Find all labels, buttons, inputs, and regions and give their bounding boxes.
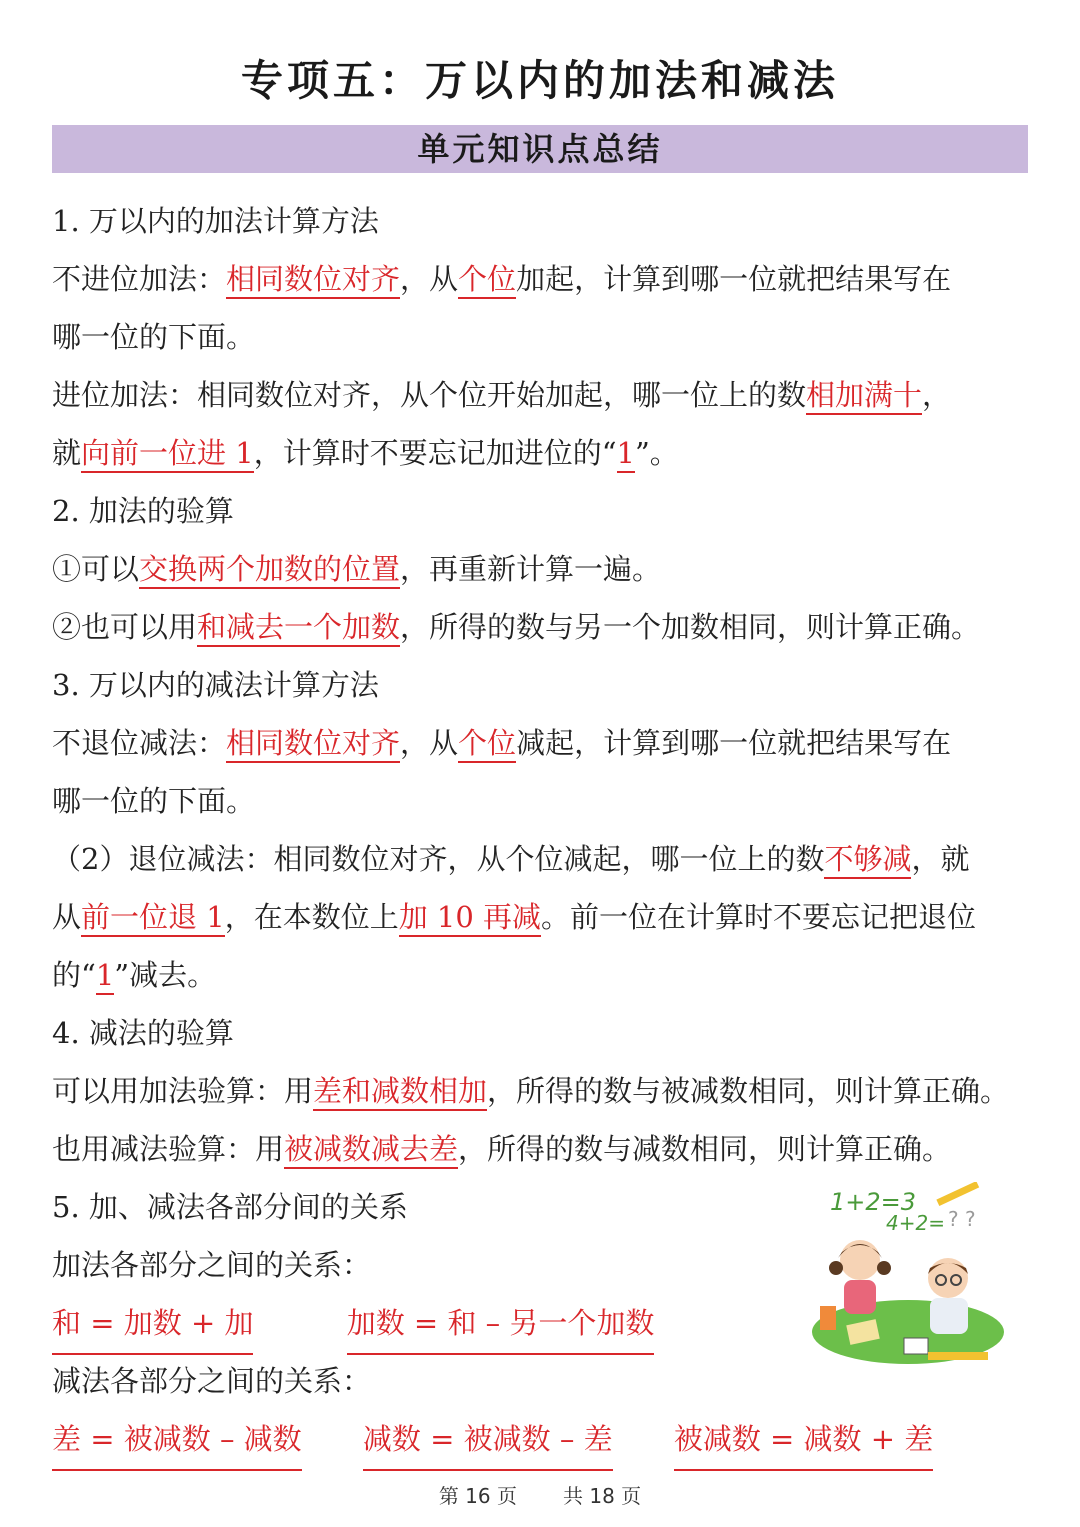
pencil-icon xyxy=(936,1182,979,1206)
keyword: 交换两个加数的位置 xyxy=(139,552,400,589)
section-banner xyxy=(52,125,1028,173)
text: ，所得的数与另一个加数相同，则计算正确。 xyxy=(400,610,981,644)
text: ，从 xyxy=(400,262,459,296)
text-line xyxy=(52,366,1032,424)
text: （2）退位减法：相同数位对齐，从个位减起，哪一位上的数 xyxy=(52,842,825,876)
text-line xyxy=(52,598,1032,656)
subtraction-formula: 被减数 = 减数 + 差 xyxy=(674,1410,933,1471)
text: ”。 xyxy=(634,436,679,470)
text-line xyxy=(52,1062,1032,1120)
subtraction-relation-label: 减法各部分之间的关系： xyxy=(52,1364,372,1398)
boy-figure xyxy=(928,1258,968,1334)
page-number: 第 16 页 xyxy=(438,1484,517,1508)
text-line xyxy=(52,424,1032,482)
keyword: 个位 xyxy=(458,726,516,763)
text: ，所得的数与减数相同，则计算正确。 xyxy=(458,1132,952,1166)
section-3-heading: 3. 万以内的减法计算方法 xyxy=(52,668,379,702)
text-line xyxy=(52,830,1032,888)
keyword: 差和减数相加 xyxy=(313,1074,487,1111)
addition-formula: 加数 = 和 – 另一个加数 xyxy=(347,1294,655,1355)
page-title: 专项五：万以内的加法和减法 xyxy=(240,56,839,105)
text: 不进位加法： xyxy=(52,262,227,296)
text: ②也可以用 xyxy=(52,610,198,644)
text-line: 哪一位的下面。 xyxy=(52,784,256,818)
question-marks: ? ? xyxy=(948,1207,976,1231)
subtraction-formula: 差 = 被减数 – 减数 xyxy=(52,1410,302,1471)
keyword: 相加满十 xyxy=(806,378,922,415)
keyword: 相同数位对齐 xyxy=(226,726,400,763)
keyword: 前一位退 1 xyxy=(81,900,225,937)
text: ①可以 xyxy=(52,552,140,586)
keyword: 1 xyxy=(96,958,114,995)
page-total: 共 18 页 xyxy=(563,1484,642,1508)
text-line xyxy=(52,1120,1032,1178)
keyword: 向前一位进 1 xyxy=(81,436,254,473)
subtraction-formulas xyxy=(52,1410,1032,1468)
text: ， xyxy=(922,378,952,412)
text-line: 哪一位的下面。 xyxy=(52,320,256,354)
text: 不退位减法： xyxy=(52,726,227,760)
text: ，在本数位上 xyxy=(224,900,399,934)
text-line xyxy=(52,540,1032,598)
text: ，计算时不要忘记加进位的“ xyxy=(253,436,617,470)
addition-formula: 和 = 加数 + 加 xyxy=(52,1294,253,1355)
text-line xyxy=(52,946,1032,1004)
text: ，从 xyxy=(400,726,459,760)
section-4-heading: 4. 减法的验算 xyxy=(52,1016,234,1050)
keyword: 被减数减去差 xyxy=(284,1132,458,1169)
text: ，所得的数与被减数相同，则计算正确。 xyxy=(487,1074,1010,1108)
ruler-icon xyxy=(928,1352,988,1360)
math-doodle-text: 1+2=3 xyxy=(830,1188,917,1216)
section-1-heading: 1. 万以内的加法计算方法 xyxy=(52,204,379,238)
text-line xyxy=(52,888,1032,946)
keyword: 和减去一个加数 xyxy=(197,610,400,647)
text: 可以用加法验算：用 xyxy=(52,1074,314,1108)
keyword: 加 10 再减 xyxy=(399,900,541,937)
text: 加起，计算到哪一位就把结果写在 xyxy=(516,262,952,296)
keyword: 不够减 xyxy=(824,842,911,879)
keyword: 个位 xyxy=(458,262,516,299)
banner-text: 单元知识点总结 xyxy=(417,130,663,168)
text: ”减去。 xyxy=(114,958,217,992)
keyword: 相同数位对齐 xyxy=(226,262,400,299)
keyword: 1 xyxy=(617,436,635,473)
text: 就 xyxy=(52,436,82,470)
text: 。前一位在计算时不要忘记把退位 xyxy=(541,900,977,934)
text-line xyxy=(52,250,1032,308)
subtraction-formula: 减数 = 被减数 – 差 xyxy=(363,1410,613,1471)
text: 进位加法：相同数位对齐，从个位开始加起，哪一位上的数 xyxy=(52,378,807,412)
text: 从 xyxy=(52,900,82,934)
section-2-heading: 2. 加法的验算 xyxy=(52,494,234,528)
addition-relation-label: 加法各部分之间的关系： xyxy=(52,1248,372,1282)
text: ，就 xyxy=(911,842,970,876)
section-5-heading: 5. 加、减法各部分间的关系 xyxy=(52,1190,408,1224)
text: 的“ xyxy=(52,958,96,992)
page-footer xyxy=(0,1480,1080,1509)
text: 也用减法验算：用 xyxy=(52,1132,285,1166)
math-doodle-text: 4+2= xyxy=(886,1211,945,1235)
kids-math-illustration xyxy=(808,1182,1008,1372)
text: ，再重新计算一遍。 xyxy=(400,552,662,586)
text: 减起，计算到哪一位就把结果写在 xyxy=(516,726,952,760)
text-line xyxy=(52,714,1032,772)
